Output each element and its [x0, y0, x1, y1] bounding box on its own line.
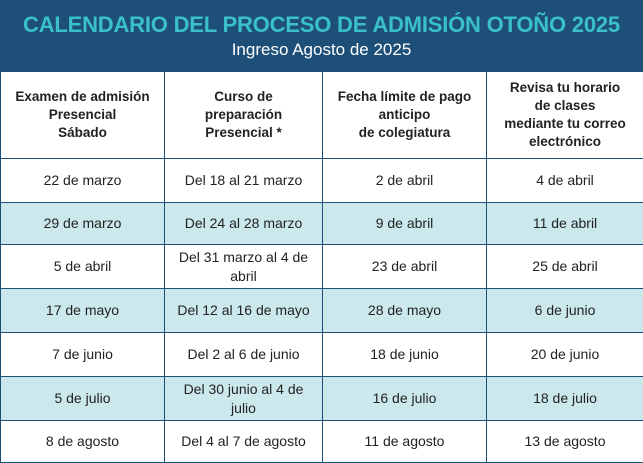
payment-deadline-cell: 11 de agosto — [323, 421, 487, 463]
header-line: mediante tu correo — [493, 115, 637, 133]
col-header-course — [165, 72, 323, 159]
schedule-date-cell: 20 de junio — [487, 333, 643, 377]
payment-deadline-cell: 9 de abril — [323, 203, 487, 245]
schedule-date-cell: 18 de julio — [487, 377, 643, 421]
payment-deadline-cell: 16 de julio — [323, 377, 487, 421]
header-line: anticipo — [329, 106, 480, 124]
payment-deadline-cell: 28 de mayo — [323, 289, 487, 333]
calendar-table — [0, 71, 643, 463]
course-dates-cell: Del 12 al 16 de mayo — [165, 289, 323, 333]
payment-deadline-cell: 18 de junio — [323, 333, 487, 377]
header-line: Sábado — [7, 124, 158, 142]
exam-date-cell: 29 de marzo — [1, 203, 165, 245]
header-line: Revisa tu horario — [493, 79, 637, 97]
exam-date-cell: 5 de abril — [1, 245, 165, 289]
calendar-title: CALENDARIO DEL PROCESO DE ADMISIÓN OTOÑO 2025 — [23, 12, 620, 38]
course-dates-cell: Del 24 al 28 marzo — [165, 203, 323, 245]
col-header-schedule — [487, 72, 643, 159]
header-line: Fecha límite de pago — [329, 88, 480, 106]
header-row — [1, 72, 643, 159]
calendar-subtitle: Ingreso Agosto de 2025 — [232, 40, 412, 60]
exam-date-cell: 5 de julio — [1, 377, 165, 421]
course-dates-cell: Del 30 junio al 4 de julio — [165, 377, 323, 421]
schedule-date-cell: 13 de agosto — [487, 421, 643, 463]
header-line: preparación — [171, 106, 316, 124]
exam-date-cell: 17 de mayo — [1, 289, 165, 333]
exam-date-cell: 7 de junio — [1, 333, 165, 377]
schedule-date-cell: 25 de abril — [487, 245, 643, 289]
course-dates-cell: Del 18 al 21 marzo — [165, 159, 323, 203]
col-header-exam — [1, 72, 165, 159]
exam-date-cell: 8 de agosto — [1, 421, 165, 463]
header-line: electrónico — [493, 133, 637, 151]
table-row — [1, 289, 643, 333]
table-row — [1, 245, 643, 289]
course-dates-cell: Del 4 al 7 de agosto — [165, 421, 323, 463]
table-row — [1, 203, 643, 245]
calendar-banner — [0, 0, 643, 71]
exam-date-cell: 22 de marzo — [1, 159, 165, 203]
col-header-payment — [323, 72, 487, 159]
schedule-date-cell: 4 de abril — [487, 159, 643, 203]
course-dates-cell: Del 2 al 6 de junio — [165, 333, 323, 377]
header-line: de clases — [493, 97, 637, 115]
payment-deadline-cell: 2 de abril — [323, 159, 487, 203]
table-row — [1, 421, 643, 463]
table-row — [1, 377, 643, 421]
table-row — [1, 333, 643, 377]
header-line: Presencial * — [171, 124, 316, 142]
header-line: de colegiatura — [329, 124, 480, 142]
header-line: Examen de admisión — [7, 88, 158, 106]
schedule-date-cell: 11 de abril — [487, 203, 643, 245]
course-dates-cell: Del 31 marzo al 4 de abril — [165, 245, 323, 289]
payment-deadline-cell: 23 de abril — [323, 245, 487, 289]
header-line: Presencial — [7, 106, 158, 124]
schedule-date-cell: 6 de junio — [487, 289, 643, 333]
table-row — [1, 159, 643, 203]
header-line: Curso de — [171, 88, 316, 106]
